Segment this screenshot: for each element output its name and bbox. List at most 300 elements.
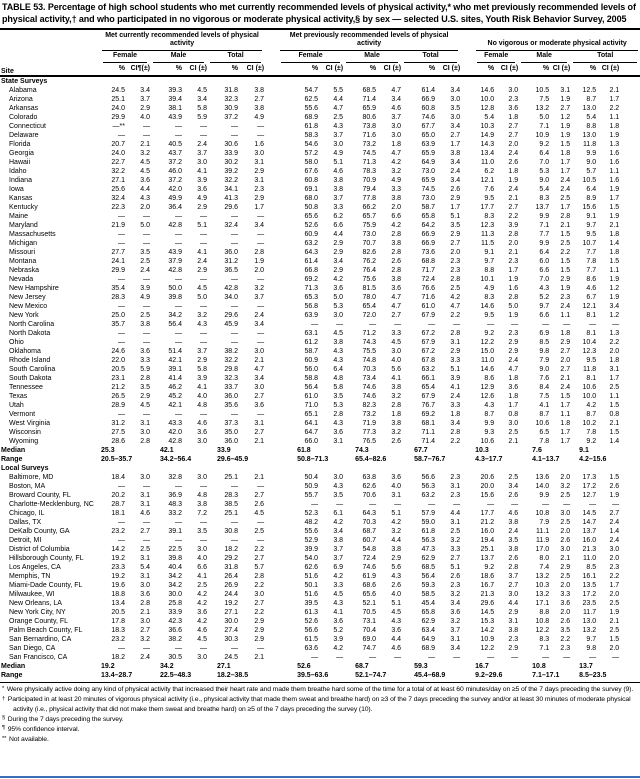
value-cell: 63.8 xyxy=(362,474,377,481)
ci-header: CI (±) xyxy=(435,63,460,76)
range-value: 65.4–82.6 xyxy=(355,456,387,463)
value-cell: 2.0 xyxy=(609,555,620,562)
value-cell: 11.0 xyxy=(481,159,495,166)
value-cell: 2.4 xyxy=(560,303,571,310)
value-cell: 12.2 xyxy=(535,627,550,634)
value-cell: 2.5 xyxy=(254,528,265,535)
gap-cell xyxy=(460,509,474,518)
value-cell: 12.2 xyxy=(480,645,495,652)
value-cell: 2.0 xyxy=(391,204,402,211)
value-cell: 36.5 xyxy=(224,267,238,274)
value-cell: 35.7 xyxy=(111,321,125,328)
value-cell: 3.7 xyxy=(197,348,207,355)
value-cell: 42.3 xyxy=(168,618,182,625)
value-cell: — xyxy=(511,321,519,328)
value-cell: — xyxy=(175,411,182,418)
value-cell: 13.7 xyxy=(535,204,550,211)
value-cell: 18.6 xyxy=(480,573,495,580)
value-cell: 20.5 xyxy=(111,609,125,616)
gap-cell xyxy=(460,86,474,95)
footnote-marker: ¶ xyxy=(2,725,5,732)
value-cell: 8.7 xyxy=(484,411,495,418)
site-cell: Michigan xyxy=(9,240,38,247)
value-cell: 4.4 xyxy=(391,537,402,544)
value-cell: 26.9 xyxy=(224,582,238,589)
value-cell: 2.8 xyxy=(450,330,461,337)
value-cell: 4.5 xyxy=(140,402,150,409)
value-cell: 3.4 xyxy=(254,222,265,229)
value-cell: 2.2 xyxy=(609,105,620,112)
value-cell: 3.9 xyxy=(508,222,519,229)
value-cell: 3.2 xyxy=(450,537,461,544)
female-header: Female xyxy=(100,51,150,63)
value-cell: 1.2 xyxy=(609,312,620,319)
value-cell: — xyxy=(311,321,319,328)
value-cell: 3.4 xyxy=(609,303,620,310)
gap-cell xyxy=(460,356,474,365)
range-value: 4.1–13.7 xyxy=(532,456,560,463)
value-cell: 42.0 xyxy=(168,429,182,436)
value-cell: 3.3 xyxy=(450,402,461,409)
value-cell: — xyxy=(542,654,550,661)
value-cell: 15.6 xyxy=(480,492,495,499)
median-value: 61.8 xyxy=(297,447,311,454)
value-cell: 3.6 xyxy=(254,402,265,409)
value-cell: 2.9 xyxy=(197,204,207,211)
value-cell: 74.7 xyxy=(362,645,377,652)
value-cell: 3.4 xyxy=(197,96,207,103)
value-cell: 2.1 xyxy=(508,438,519,445)
value-cell: 51.6 xyxy=(304,591,319,598)
value-cell: 2.4 xyxy=(140,267,150,274)
site-cell: New York xyxy=(9,312,39,319)
table-row xyxy=(0,383,640,392)
value-cell: 45.4 xyxy=(421,600,436,607)
value-cell: 60.8 xyxy=(421,105,436,112)
value-cell: 1.8 xyxy=(609,123,620,130)
value-cell: 5.4 xyxy=(586,114,597,121)
value-cell: 1.7 xyxy=(508,267,519,274)
table-row xyxy=(0,131,640,140)
gap-cell xyxy=(460,293,474,302)
value-cell: — xyxy=(231,240,238,247)
value-cell: — xyxy=(200,132,207,139)
value-cell: 5.7 xyxy=(586,168,597,175)
value-cell: 6.7 xyxy=(586,294,597,301)
table-row xyxy=(0,500,640,509)
value-cell: — xyxy=(175,483,182,490)
value-cell: 3.8 xyxy=(391,420,402,427)
value-cell: 15.3 xyxy=(480,618,495,625)
site-cell: Wisconsin xyxy=(9,429,41,436)
value-cell: 28.9 xyxy=(111,402,125,409)
site-cell: West Virginia xyxy=(9,420,50,427)
value-cell: 4.2 xyxy=(197,591,207,598)
value-cell: — xyxy=(453,321,461,328)
table-row xyxy=(0,284,640,293)
value-cell: 32.2 xyxy=(111,168,125,175)
value-cell: 14.5 xyxy=(480,609,495,616)
gap-cell xyxy=(264,581,278,590)
value-cell: 68.1 xyxy=(421,420,436,427)
value-cell: 4.2 xyxy=(333,519,344,526)
value-cell: 2.4 xyxy=(254,312,265,319)
value-cell: 33.9 xyxy=(224,150,238,157)
value-cell: 68.6 xyxy=(362,582,377,589)
value-cell: 3.8 xyxy=(391,384,402,391)
value-cell: 3.0 xyxy=(391,348,402,355)
site-cell: Los Angeles, CA xyxy=(9,564,61,571)
footnotes xyxy=(0,682,640,745)
site-cell: Connecticut xyxy=(9,123,46,130)
ci-header: CI (±) xyxy=(376,63,401,76)
table-row xyxy=(0,644,640,653)
table-row xyxy=(0,140,640,149)
value-cell: 39.4 xyxy=(168,96,182,103)
value-cell: 2.3 xyxy=(450,582,461,589)
value-cell: 8.1 xyxy=(586,375,597,382)
value-cell: 13.0 xyxy=(582,105,597,112)
value-cell: 4.1 xyxy=(197,384,207,391)
value-cell: 22.7 xyxy=(111,159,125,166)
gap-cell xyxy=(264,221,278,230)
value-cell: 12.2 xyxy=(480,339,495,346)
footnote: § During the 7 days preceding the survey. xyxy=(2,715,124,723)
value-cell: — xyxy=(589,321,597,328)
value-cell: 2.7 xyxy=(254,393,265,400)
value-cell: 69.0 xyxy=(362,636,377,643)
value-cell: 3.6 xyxy=(391,285,402,292)
value-cell: 21.9 xyxy=(111,222,125,229)
table-row xyxy=(0,293,640,302)
value-cell: 1.9 xyxy=(254,258,265,265)
value-cell: 74.6 xyxy=(362,384,377,391)
value-cell: 6.6 xyxy=(539,267,550,274)
value-cell: 46.2 xyxy=(168,384,182,391)
value-cell: — xyxy=(175,231,182,238)
value-cell: 31.2 xyxy=(111,420,125,427)
value-cell: 1.9 xyxy=(609,492,620,499)
value-cell: 66.9 xyxy=(421,96,436,103)
value-cell: 7.0 xyxy=(539,276,550,283)
table-row xyxy=(0,221,640,230)
value-cell: 8.9 xyxy=(586,195,597,202)
value-cell: 4.9 xyxy=(391,177,402,184)
value-cell: 12.1 xyxy=(582,303,597,310)
value-cell: 67.2 xyxy=(421,348,436,355)
table-row xyxy=(0,203,640,212)
value-cell: 18.2 xyxy=(224,546,238,553)
range-value: 9.2–29.6 xyxy=(475,672,503,679)
value-cell: 2.0 xyxy=(609,348,620,355)
site-cell: Montana xyxy=(9,258,37,265)
value-cell: 3.7 xyxy=(333,195,344,202)
value-cell: 3.5 xyxy=(140,384,150,391)
value-cell: 13.4 xyxy=(480,150,495,157)
value-cell: 33.7 xyxy=(224,384,238,391)
value-cell: 3.8 xyxy=(333,177,344,184)
gap-cell xyxy=(264,338,278,347)
value-cell: 52.9 xyxy=(304,537,319,544)
value-cell: 10.9 xyxy=(535,132,550,139)
value-cell: 4.9 xyxy=(254,114,265,121)
value-cell: 2.2 xyxy=(254,546,265,553)
value-cell: 5.8 xyxy=(197,105,207,112)
gap-cell xyxy=(460,176,474,185)
value-cell: 30.5 xyxy=(168,654,182,661)
value-cell: 2.7 xyxy=(560,366,571,373)
value-cell: 8.3 xyxy=(484,294,495,301)
gap-cell xyxy=(264,608,278,617)
value-cell: 51.6 xyxy=(304,573,319,580)
value-cell: — xyxy=(369,321,377,328)
value-cell: 11.0 xyxy=(481,357,495,364)
value-cell: 2.2 xyxy=(450,312,461,319)
gap-cell xyxy=(264,257,278,266)
site-cell: Charlotte-Mecklenburg, NC xyxy=(9,501,94,508)
value-cell: 24.0 xyxy=(111,150,125,157)
value-cell: 14.5 xyxy=(582,510,597,517)
value-cell: 50.8 xyxy=(304,204,319,211)
table-row xyxy=(0,95,640,104)
site-cell: Hawaii xyxy=(9,159,31,166)
footnote: ** Not available. xyxy=(2,735,49,744)
gap-cell xyxy=(264,437,278,446)
value-cell: 3.0 xyxy=(197,654,207,661)
value-cell: 1.9 xyxy=(609,609,620,616)
value-cell: 1.5 xyxy=(560,231,571,238)
value-cell: 3.0 xyxy=(197,474,207,481)
value-cell: 8.8 xyxy=(539,609,550,616)
value-cell: 5.1 xyxy=(391,510,402,517)
median-value: 68.7 xyxy=(355,663,369,670)
value-cell: — xyxy=(589,501,597,508)
gap-cell xyxy=(460,383,474,392)
value-cell: 2.8 xyxy=(140,438,150,445)
value-cell: 31.8 xyxy=(224,564,238,571)
value-cell: 3.0 xyxy=(560,510,571,517)
value-cell: 78.3 xyxy=(362,168,377,175)
value-cell: 1.1 xyxy=(609,267,620,274)
value-cell: 71.2 xyxy=(362,330,377,337)
value-cell: 4.3 xyxy=(539,285,550,292)
value-cell: — xyxy=(200,240,207,247)
gap-cell xyxy=(264,140,278,149)
value-cell: 18.1 xyxy=(111,510,125,517)
table-row xyxy=(0,86,640,95)
site-cell: Baltimore, MD xyxy=(9,474,54,481)
value-cell: 20.7 xyxy=(111,141,125,148)
value-cell: 2.9 xyxy=(560,276,571,283)
value-cell: 1.8 xyxy=(450,411,461,418)
value-cell: 70.3 xyxy=(362,366,377,373)
value-cell: 2.0 xyxy=(609,591,620,598)
value-cell: 3.5 xyxy=(450,105,461,112)
value-cell: — xyxy=(612,501,620,508)
value-cell: — xyxy=(257,339,265,346)
value-cell: 2.0 xyxy=(254,267,265,274)
value-cell: 1.4 xyxy=(609,438,620,445)
value-cell: 1.7 xyxy=(560,159,571,166)
table-row xyxy=(0,554,640,563)
value-cell: — xyxy=(200,330,207,337)
value-cell: 2.7 xyxy=(254,555,265,562)
value-cell: 60.9 xyxy=(304,357,319,364)
value-cell: 2.7 xyxy=(508,123,519,130)
value-cell: — xyxy=(200,276,207,283)
value-cell: 7.7 xyxy=(539,231,550,238)
value-cell: 74.6 xyxy=(362,393,377,400)
median-value: 27.1 xyxy=(217,663,231,670)
value-cell: 3.2 xyxy=(254,285,265,292)
value-cell: 2.1 xyxy=(508,195,519,202)
value-cell: 6.2 xyxy=(333,213,344,220)
value-cell: 2.8 xyxy=(254,573,265,580)
value-cell: 9.7 xyxy=(484,258,495,265)
value-cell: 3.0 xyxy=(391,123,402,130)
table-row xyxy=(0,590,640,599)
value-cell: 57.9 xyxy=(421,510,436,517)
value-cell: 39.8 xyxy=(168,294,182,301)
table-row xyxy=(0,149,640,158)
gap-cell xyxy=(460,581,474,590)
value-cell: 4.5 xyxy=(197,285,207,292)
value-cell: 13.0 xyxy=(582,132,597,139)
value-cell: 1.8 xyxy=(609,357,620,364)
value-cell: 1.5 xyxy=(609,402,620,409)
value-cell: 8.3 xyxy=(539,195,550,202)
value-cell: 2.3 xyxy=(450,258,461,265)
value-cell: — xyxy=(200,537,207,544)
median-value: 7.6 xyxy=(532,447,542,454)
value-cell: 1.8 xyxy=(508,393,519,400)
value-cell: 3.1 xyxy=(140,573,150,580)
value-cell: 3.1 xyxy=(391,492,402,499)
value-cell: 7.0 xyxy=(539,159,550,166)
value-cell: 20.0 xyxy=(480,483,495,490)
value-cell: 7.5 xyxy=(539,96,550,103)
gap-cell xyxy=(264,194,278,203)
value-cell: 3.8 xyxy=(391,240,402,247)
value-cell: 41.4 xyxy=(168,375,182,382)
range-value: 45.4–68.9 xyxy=(414,672,446,679)
value-cell: — xyxy=(542,501,550,508)
value-cell: 2.7 xyxy=(560,348,571,355)
value-cell: 3.6 xyxy=(391,627,402,634)
value-cell: 18.3 xyxy=(111,627,125,634)
value-cell: 32.4 xyxy=(111,195,125,202)
value-cell: 4.3 xyxy=(333,123,344,130)
gap-cell xyxy=(264,536,278,545)
site-cell: Kansas xyxy=(9,195,33,202)
value-cell: 17.1 xyxy=(535,600,550,607)
value-cell: 34.2 xyxy=(168,312,182,319)
value-cell: 7.1 xyxy=(539,123,550,130)
value-cell: 3.8 xyxy=(254,87,265,94)
value-cell: 66.9 xyxy=(421,240,436,247)
value-cell: 1.7 xyxy=(560,168,571,175)
value-cell: 3.4 xyxy=(254,375,265,382)
gap-cell xyxy=(264,626,278,635)
value-cell: 40.5 xyxy=(168,141,182,148)
value-cell: 17.7 xyxy=(480,510,495,517)
value-cell: 5.5 xyxy=(333,87,344,94)
value-cell: 1.5 xyxy=(560,267,571,274)
percent-header: % xyxy=(207,63,238,76)
footnote-marker: † xyxy=(2,695,6,702)
value-cell: 3.7 xyxy=(333,132,344,139)
value-cell: — xyxy=(143,132,150,139)
value-cell: 3.1 xyxy=(450,339,461,346)
value-cell: — xyxy=(453,501,461,508)
value-cell: — xyxy=(143,231,150,238)
median-value: 52.6 xyxy=(297,663,311,670)
value-cell: 2.2 xyxy=(254,582,265,589)
value-cell: 60.7 xyxy=(362,537,377,544)
value-cell: 74.5 xyxy=(362,150,377,157)
value-cell: 61.8 xyxy=(421,528,436,535)
site-cell: Wyoming xyxy=(9,438,39,445)
value-cell: 20.6 xyxy=(480,474,495,481)
gap-cell xyxy=(460,239,474,248)
value-cell: 7.6 xyxy=(484,186,495,193)
range-value: 34.2–56.4 xyxy=(160,456,192,463)
value-cell: 5.1 xyxy=(391,600,402,607)
value-cell: 37.9 xyxy=(168,258,182,265)
value-cell: 1.2 xyxy=(560,114,571,121)
value-cell: 1.7 xyxy=(450,204,461,211)
value-cell: 69.2 xyxy=(304,276,319,283)
value-cell: 2.6 xyxy=(508,555,519,562)
table-row xyxy=(0,266,640,275)
value-cell: 21.2 xyxy=(480,519,495,526)
value-cell: 2.9 xyxy=(333,240,344,247)
value-cell: 32.4 xyxy=(224,222,238,229)
value-cell: 61.0 xyxy=(421,303,436,310)
site-cell: Detroit, MI xyxy=(9,537,42,544)
value-cell: 3.3 xyxy=(391,186,402,193)
ci-header: CI (±) xyxy=(494,63,518,76)
value-cell: 62.6 xyxy=(362,483,377,490)
site-cell: Miami-Dade County, FL xyxy=(9,582,83,589)
value-cell: 36.9 xyxy=(168,492,182,499)
value-cell: 3.9 xyxy=(197,375,207,382)
value-cell: 1.8 xyxy=(508,168,519,175)
value-cell: 68.9 xyxy=(421,645,436,652)
value-cell: 43.7 xyxy=(168,150,182,157)
value-cell: 19.4 xyxy=(480,537,495,544)
value-cell: 9.9 xyxy=(539,240,550,247)
gap-cell xyxy=(264,410,278,419)
value-cell: 73.4 xyxy=(362,375,377,382)
value-cell: 1.9 xyxy=(508,177,519,184)
value-cell: 3.6 xyxy=(197,429,207,436)
value-cell: 36.0 xyxy=(224,438,238,445)
value-cell: 18.8 xyxy=(111,591,125,598)
value-cell: 4.3 xyxy=(197,321,207,328)
value-cell: 29.8 xyxy=(224,366,238,373)
value-cell: 4.3 xyxy=(333,483,344,490)
gap-cell xyxy=(264,131,278,140)
value-cell: 16.7 xyxy=(480,582,495,589)
value-cell: 11.8 xyxy=(583,141,597,148)
value-cell: 62.6 xyxy=(304,564,319,571)
value-cell: 2.6 xyxy=(450,186,461,193)
median-value: 19.2 xyxy=(101,663,115,670)
value-cell: — xyxy=(257,330,265,337)
value-cell: 3.4 xyxy=(391,96,402,103)
value-cell: — xyxy=(257,411,265,418)
